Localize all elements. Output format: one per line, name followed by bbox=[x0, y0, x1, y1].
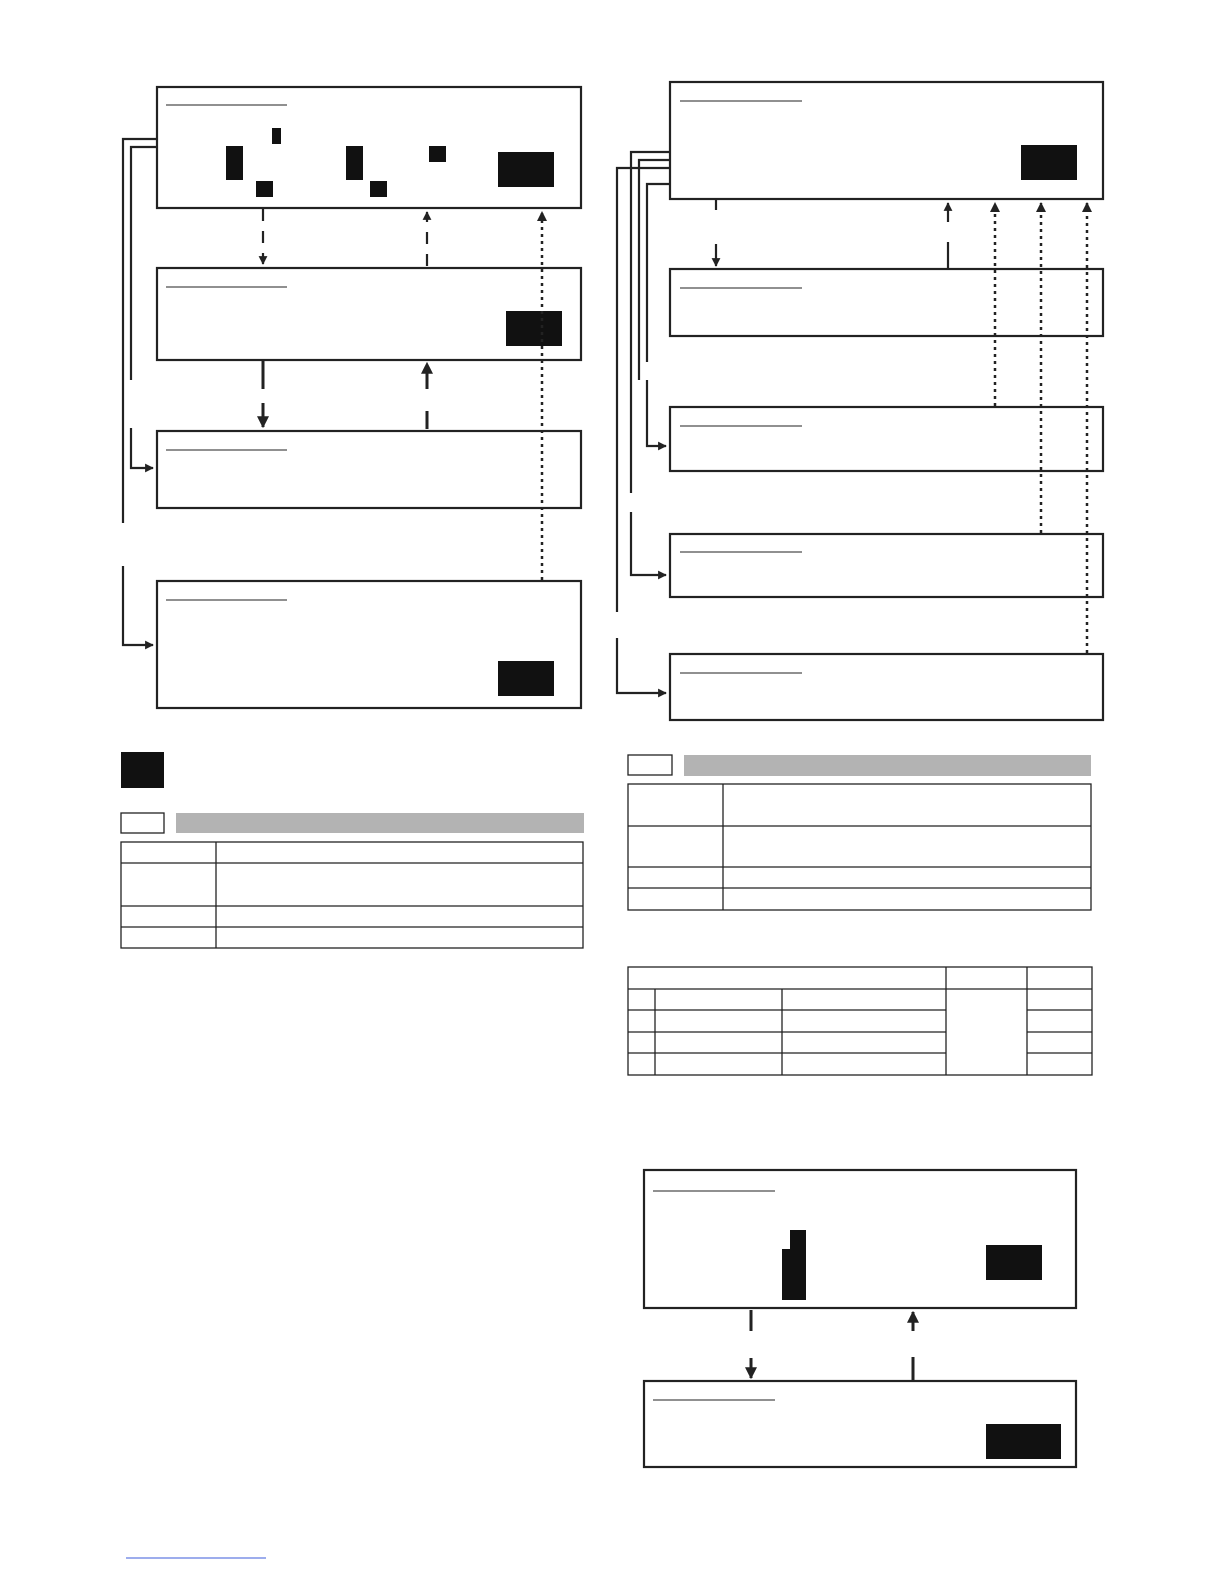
screen-right-4 bbox=[670, 534, 1103, 597]
left-table bbox=[121, 752, 584, 948]
left-table-header-bar bbox=[176, 813, 584, 833]
screen-left-1 bbox=[157, 87, 581, 208]
screen-bottom-2 bbox=[644, 1381, 1076, 1467]
screen-left-2 bbox=[157, 268, 581, 360]
setting-table bbox=[628, 967, 1092, 1075]
screen-right-1-button bbox=[1021, 145, 1077, 180]
screen-left-2-button bbox=[506, 311, 562, 346]
left-table-tag bbox=[121, 813, 164, 833]
screen-left-3 bbox=[157, 431, 581, 508]
right-table-header-bar bbox=[684, 755, 1091, 776]
screen-right-3 bbox=[670, 407, 1103, 471]
right-table bbox=[628, 755, 1091, 910]
left-badge bbox=[121, 752, 164, 788]
screen-right-2 bbox=[670, 269, 1103, 336]
screen-right-1 bbox=[670, 82, 1103, 199]
screen-bottom-1 bbox=[644, 1170, 1076, 1308]
screen-bottom-2-button bbox=[986, 1424, 1061, 1459]
screen-right-5 bbox=[670, 654, 1103, 720]
screen-bottom-1-button bbox=[986, 1245, 1042, 1280]
screen-left-1-button bbox=[498, 152, 554, 187]
right-connectors bbox=[617, 152, 1087, 693]
screen-left-4 bbox=[157, 581, 581, 708]
bottom-connectors bbox=[751, 1310, 913, 1380]
right-table-tag bbox=[628, 755, 672, 775]
screen-left-4-button bbox=[498, 661, 554, 696]
left-connectors bbox=[123, 139, 542, 645]
